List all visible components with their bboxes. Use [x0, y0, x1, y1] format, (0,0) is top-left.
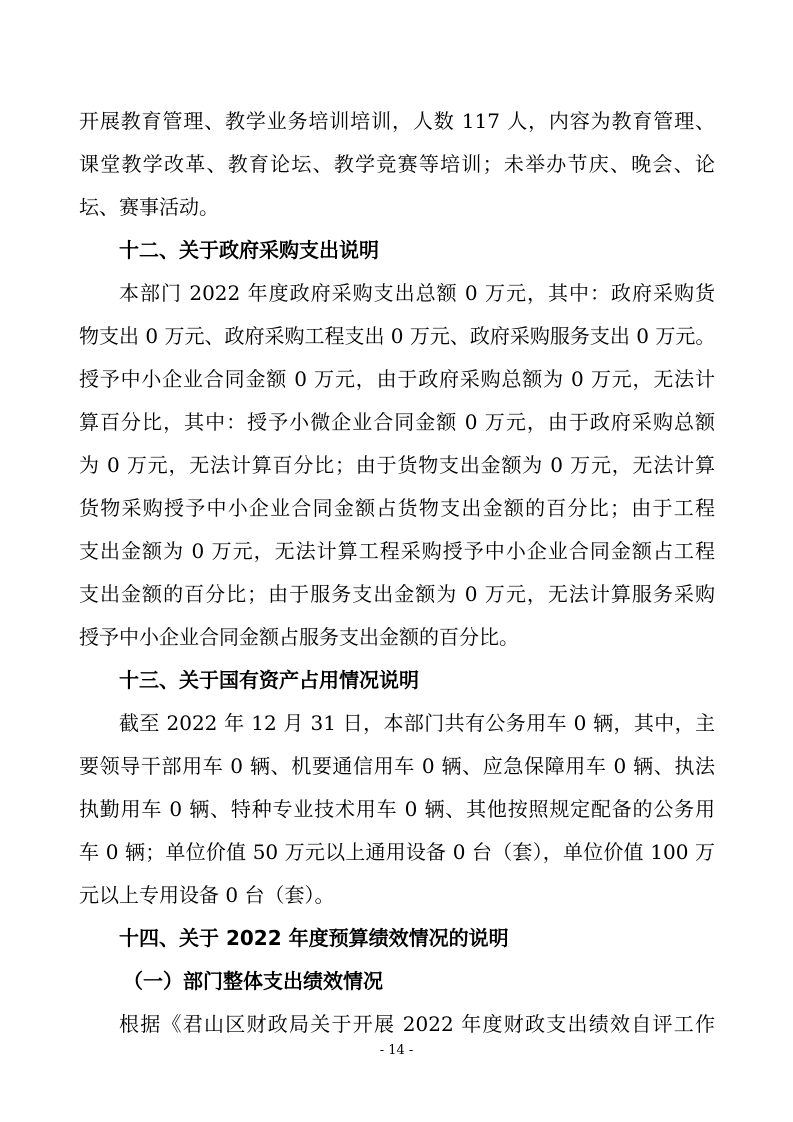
text-line: 根据《君山区财政局关于开展 2022 年度财政支出绩效自评工作: [119, 1012, 715, 1036]
text-line: 要领导干部用车 0 辆、机要通信用车 0 辆、应急保障用车 0 辆、执法: [79, 754, 715, 778]
text-line: 坛、赛事活动。: [79, 195, 219, 219]
section-heading-14: 十四、关于 2022 年度预算绩效情况的说明: [119, 926, 509, 950]
section-heading-12: 十二、关于政府采购支出说明: [119, 238, 379, 262]
section-heading-13: 十三、关于国有资产占用情况说明: [119, 668, 419, 692]
text-line: 授予中小企业合同金额 0 万元，由于政府采购总额为 0 万元，无法计: [79, 367, 715, 391]
text-line: 本部门 2022 年度政府采购支出总额 0 万元，其中：政府采购货: [119, 281, 715, 305]
text-line: 物支出 0 万元、政府采购工程支出 0 万元、政府采购服务支出 0 万元。: [79, 324, 715, 348]
text-line: 授予中小企业合同金额占服务支出金额的百分比。: [79, 625, 519, 649]
text-line: 算百分比，其中：授予小微企业合同金额 0 万元，由于政府采购总额: [79, 410, 715, 434]
continuation-paragraph: [79, 100, 715, 229]
section-13-paragraph: [79, 702, 715, 917]
page-number: - 14 -: [379, 1043, 414, 1058]
text-line: 支出金额为 0 万元，无法计算工程采购授予中小企业合同金额占工程: [79, 539, 715, 563]
text-line: 课堂教学改革、教育论坛、教学竞赛等培训；未举办节庆、晚会、论: [79, 152, 715, 176]
text-line: 为 0 万元，无法计算百分比；由于货物支出金额为 0 万元，无法计算: [79, 453, 715, 477]
text-line: 车 0 辆；单位价值 50 万元以上通用设备 0 台（套），单位价值 100 万: [79, 840, 715, 864]
text-line: 元以上专用设备 0 台（套）。: [79, 883, 335, 907]
section-14-paragraph: [79, 1003, 715, 1046]
text-line: 执勤用车 0 辆、特种专业技术用车 0 辆、其他按照规定配备的公务用: [79, 797, 715, 821]
document-body: [79, 100, 715, 1046]
text-line: 支出金额的百分比；由于服务支出金额为 0 万元，无法计算服务采购: [79, 582, 715, 606]
section-12-paragraph: [79, 272, 715, 659]
text-line: 截至 2022 年 12 月 31 日，本部门共有公务用车 0 辆，其中，主: [119, 711, 715, 735]
section-subheading-14-1: （一）部门整体支出绩效情况: [123, 969, 383, 993]
text-line: 货物采购授予中小企业合同金额占货物支出金额的百分比；由于工程: [79, 496, 715, 520]
text-line: 开展教育管理、教学业务培训培训，人数 117 人，内容为教育管理、: [79, 109, 715, 133]
